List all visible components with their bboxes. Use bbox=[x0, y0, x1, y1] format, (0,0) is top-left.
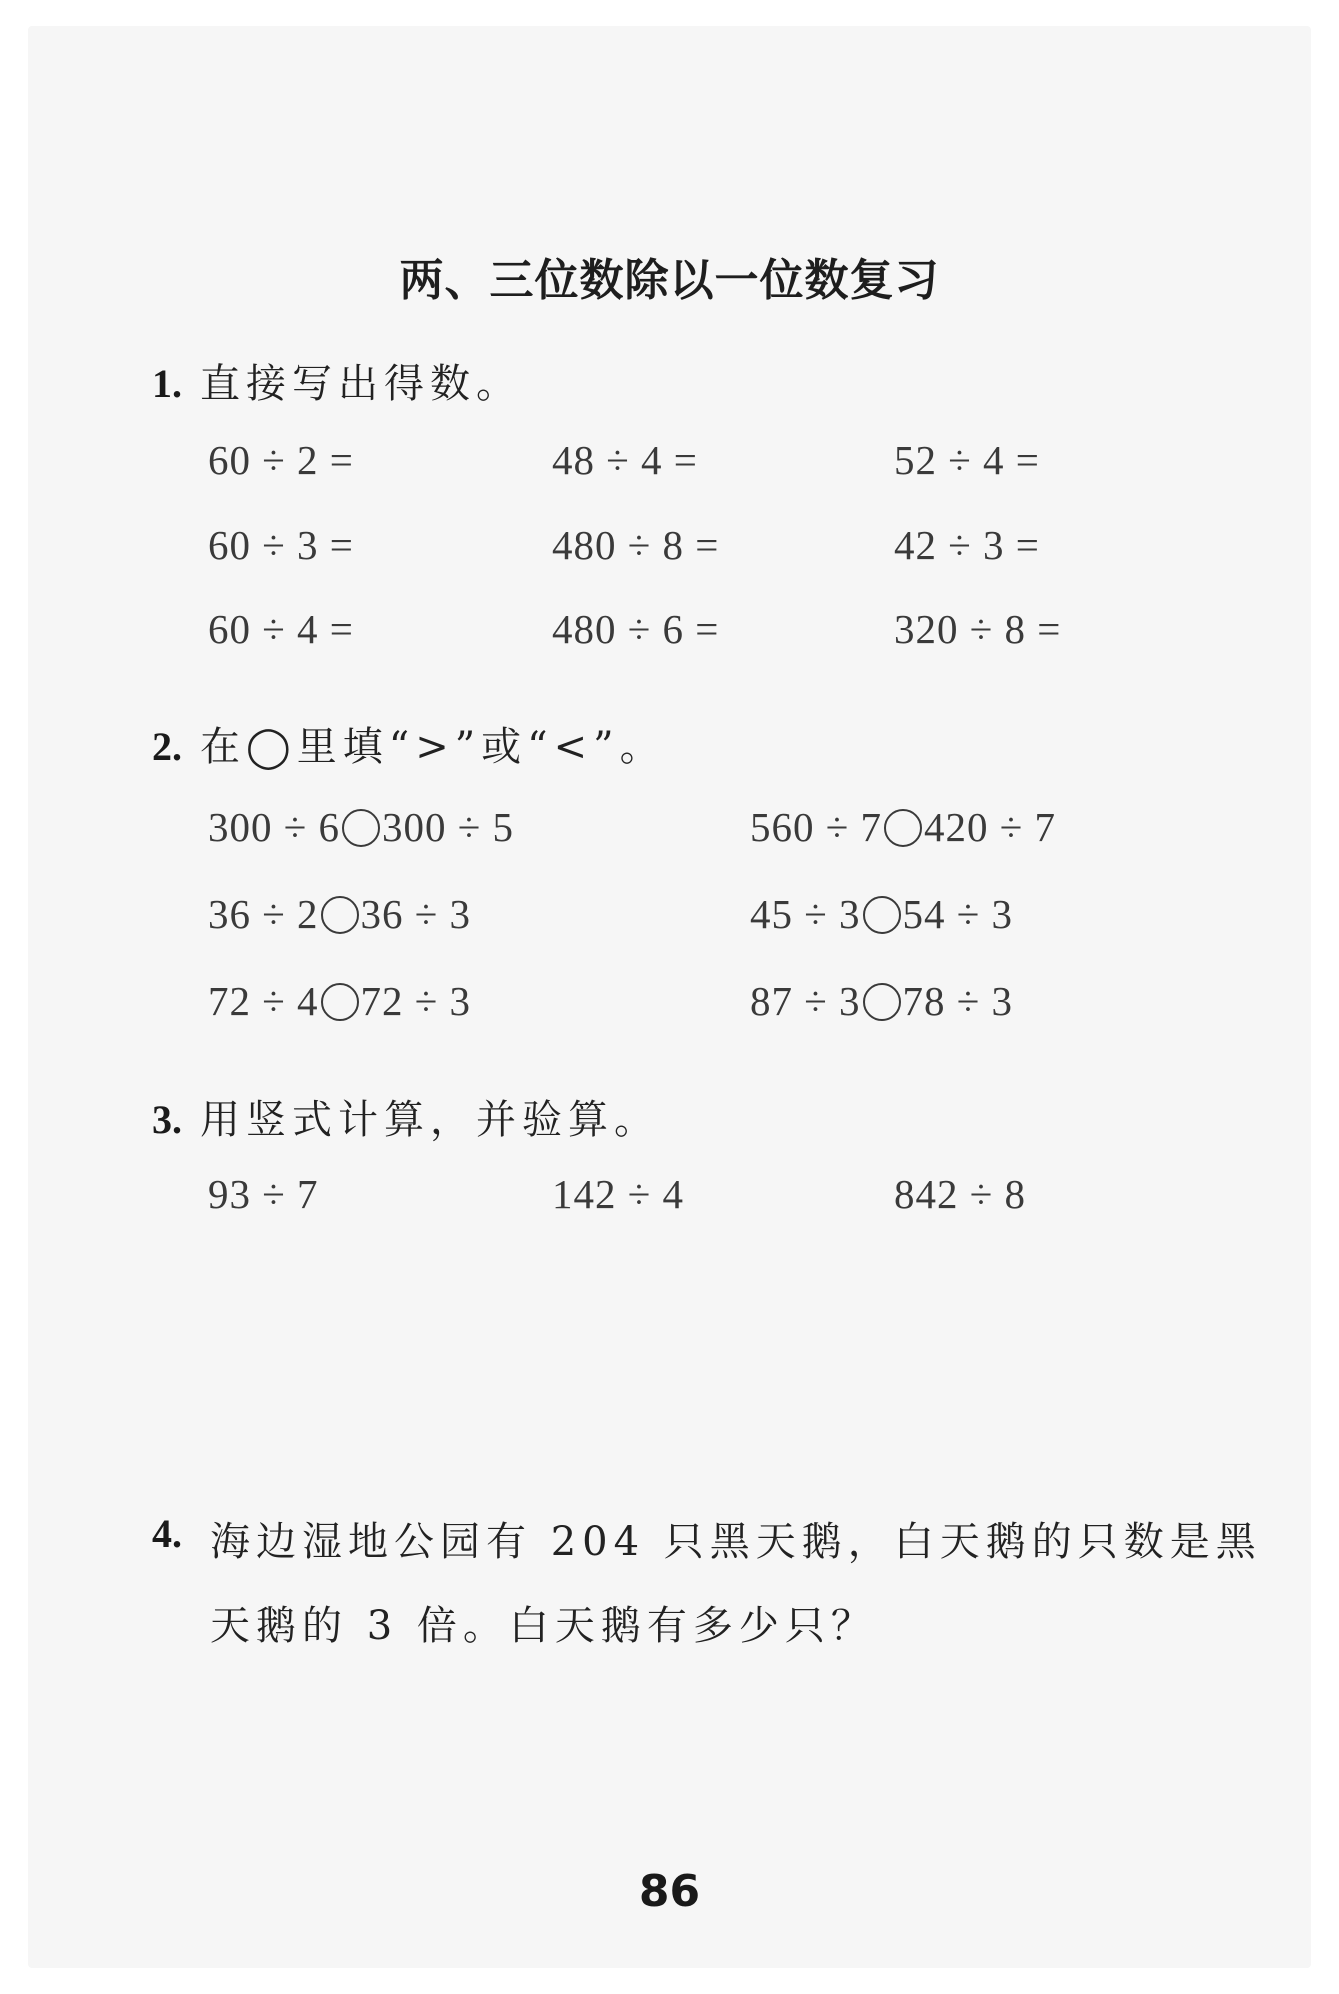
q1-expression: 42 ÷ 3 = bbox=[894, 522, 1040, 568]
q3-expression: 93 ÷ 7 bbox=[208, 1171, 319, 1217]
q1-expression: 48 ÷ 4 = bbox=[552, 437, 698, 483]
question-2-heading bbox=[152, 715, 666, 772]
question-1-text: 直接写出得数。 bbox=[200, 361, 522, 407]
q1-expression: 52 ÷ 4 = bbox=[894, 437, 1040, 483]
answer-circle[interactable] bbox=[342, 809, 380, 847]
q1-expression: 60 ÷ 4 = bbox=[208, 606, 354, 652]
q2-left-expression: 87 ÷ 3 bbox=[750, 978, 861, 1024]
q2-left-expression: 45 ÷ 3 bbox=[750, 891, 861, 937]
q2-right-expression: 72 ÷ 3 bbox=[360, 978, 472, 1024]
q1-expression: 60 ÷ 3 = bbox=[208, 522, 354, 568]
q2-comparison bbox=[208, 890, 471, 938]
q2-comparison bbox=[208, 803, 514, 851]
q1-expression: 320 ÷ 8 = bbox=[894, 606, 1062, 652]
q1-expression: 480 ÷ 8 = bbox=[552, 522, 720, 568]
q2-right-expression: 78 ÷ 3 bbox=[902, 978, 1014, 1024]
q2-left-expression: 72 ÷ 4 bbox=[208, 978, 319, 1024]
q2-comparison bbox=[750, 977, 1013, 1025]
question-1-heading bbox=[152, 352, 522, 409]
q4-answer-area[interactable] bbox=[152, 1670, 1182, 1840]
answer-circle[interactable] bbox=[321, 983, 359, 1021]
question-1-number: 1. bbox=[152, 361, 182, 406]
q1-expression: 480 ÷ 6 = bbox=[552, 606, 720, 652]
question-2-text: 在◯里填“>”或“<”。 bbox=[200, 724, 666, 770]
question-4-number: 4. bbox=[152, 1511, 182, 1556]
page-number: 86 bbox=[638, 1866, 701, 1917]
page-title: 两、三位数除以一位数复习 bbox=[399, 255, 940, 306]
answer-circle[interactable] bbox=[863, 896, 901, 934]
q3-work-area[interactable] bbox=[152, 1240, 1182, 1480]
q2-right-expression: 36 ÷ 3 bbox=[360, 891, 472, 937]
q3-expression: 842 ÷ 8 bbox=[894, 1171, 1027, 1217]
question-2-number: 2. bbox=[152, 724, 182, 769]
q2-right-expression: 54 ÷ 3 bbox=[902, 891, 1014, 937]
question-4-line-2: 天鹅的 3 倍。白天鹅有多少只？ bbox=[210, 1603, 877, 1649]
question-3-number: 3. bbox=[152, 1097, 182, 1142]
question-3-heading bbox=[152, 1088, 660, 1145]
q1-expression: 60 ÷ 2 = bbox=[208, 437, 354, 483]
answer-circle[interactable] bbox=[884, 809, 922, 847]
q2-comparison bbox=[750, 803, 1056, 851]
q2-right-expression: 420 ÷ 7 bbox=[924, 804, 1057, 850]
answer-circle[interactable] bbox=[321, 896, 359, 934]
q2-left-expression: 300 ÷ 6 bbox=[208, 804, 341, 850]
question-4-line-1: 海边湿地公园有 204 只黑天鹅，白天鹅的只数是黑 bbox=[210, 1519, 1262, 1565]
q2-left-expression: 36 ÷ 2 bbox=[208, 891, 319, 937]
q3-expression: 142 ÷ 4 bbox=[552, 1171, 685, 1217]
question-4-heading bbox=[152, 1510, 200, 1557]
q2-comparison bbox=[750, 890, 1013, 938]
question-3-text: 用竖式计算，并验算。 bbox=[200, 1097, 660, 1143]
q2-comparison bbox=[208, 977, 471, 1025]
q2-right-expression: 300 ÷ 5 bbox=[382, 804, 515, 850]
answer-circle[interactable] bbox=[863, 983, 901, 1021]
q2-left-expression: 560 ÷ 7 bbox=[750, 804, 883, 850]
